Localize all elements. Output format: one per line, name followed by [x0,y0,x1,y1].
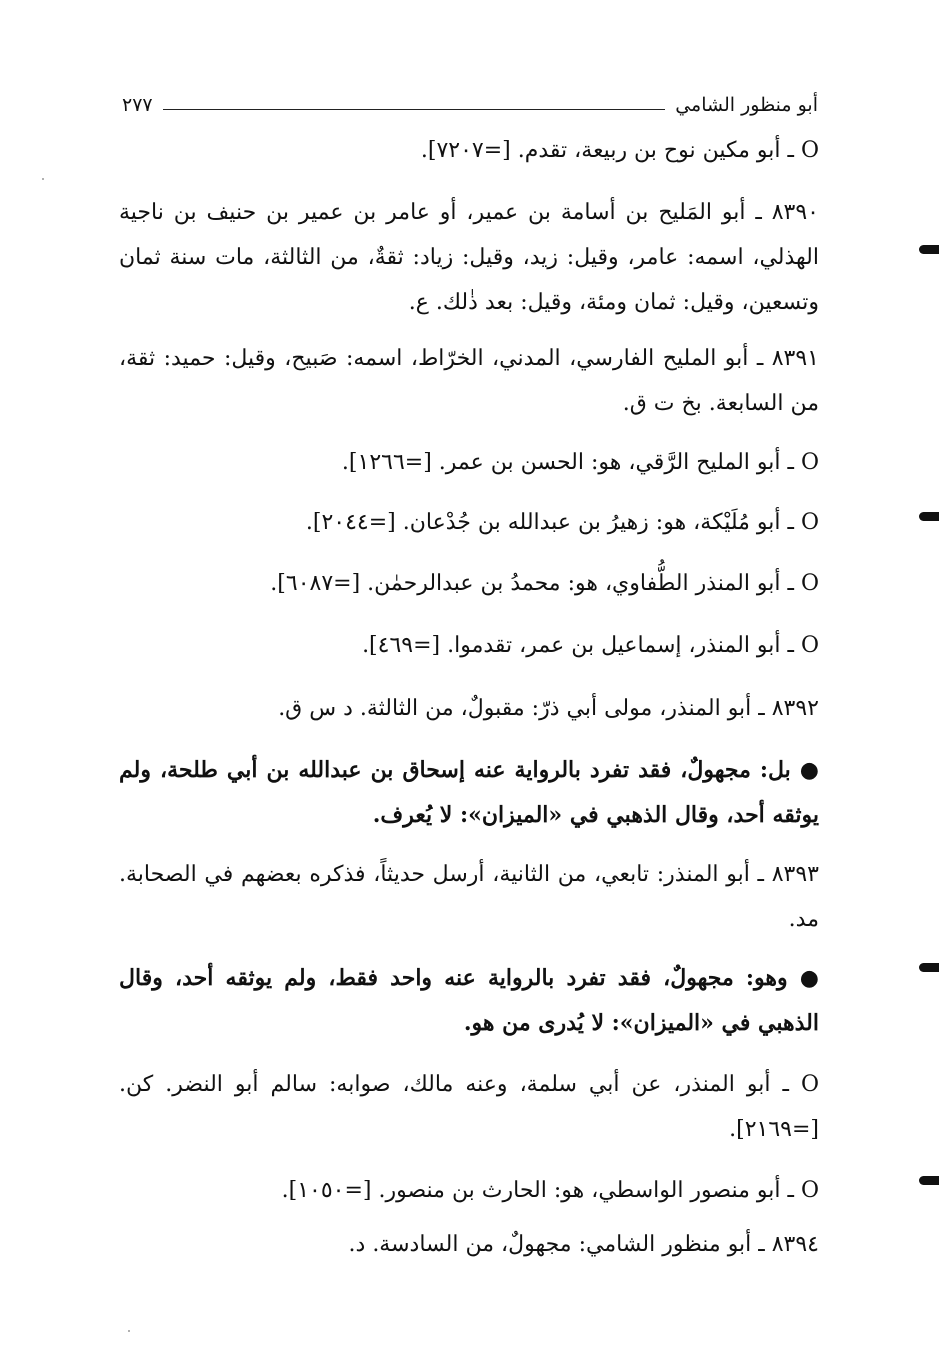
entry-cross-reference: O ـ أبو المليح الرَّقي، هو: الحسن بن عمر. [=١٢٦٦]. [341,450,819,475]
page-number: ٢٧٧ [122,94,153,116]
margin-tab-mark [919,1176,939,1185]
editor-comment: ● وهو: مجهولٌ، فقد تفرد بالرواية عنه واحد فقط، ولم يوثقه أحد، وقال الذهبي في «الميزان»: لا يُدرى من هو. [119,965,819,1036]
entry-cross-reference: O ـ أبو المنذر، عن أبي سلمة، وعنه مالك، صوابه: سالم أبو النضر. كن. [=٢١٦٩]. [119,1072,819,1142]
margin-tab-mark [919,512,939,521]
entry-cross-reference: O ـ أبو المنذر، إسماعيل بن عمر، تقدموا. [=٤٦٩]. [362,633,819,658]
entry-cross-reference: O ـ أبو مُلَيْكة، هو: زهيرُ بن عبدالله بن جُدْعان. [=٢٠٤٤]. [305,510,819,535]
running-title: أبو منظور الشامي [675,94,818,116]
header-rule [163,109,666,110]
entry-cross-reference: O ـ أبو مكين نوح بن ربيعة، تقدم. [=٧٢٠٧]. [420,138,819,163]
entry-cross-reference: O ـ أبو منصور الواسطي، هو: الحارث بن منصور. [=١٠٥٠]. [281,1178,819,1203]
editor-comment: ● بل: مجهولٌ، فقد تفرد بالرواية عنه إسحاق بن عبدالله بن أبي طلحة، ولم يوثقه أحد، وقال الذهبي في «الميزان»: لا يُعرف. [119,757,819,828]
margin-tab-mark [919,963,939,972]
page-header [122,88,818,122]
margin-tab-mark [919,245,939,254]
entry-8391: ٨٣٩١ ـ أبو المليح الفارسي، المدني، الخرّاط، اسمه: صَبيح، وقيل: حميد: ثقة، من السابعة. بخ ت ق. [119,346,819,416]
entry-8394: ٨٣٩٤ ـ أبو منظور الشامي: مجهولٌ، من السادسة. د. [348,1232,819,1257]
entry-cross-reference: O ـ أبو المنذر الطُّفاوي، هو: محمدُ بن عبدالرحمٰن. [=٦٠٨٧]. [270,571,819,596]
entry-8393: ٨٣٩٣ ـ أبو المنذر: تابعي، من الثانية، أرسل حديثاً، فذكره بعضهم في الصحابة. مد. [119,862,819,932]
entry-8390: ٨٣٩٠ ـ أبو المَليح بن أسامة بن عمير، أو عامر بن عمير بن حنيف بن ناجية الهذلي، اسمه: عامر، وقيل: زيد، وقيل: زياد: ثقةٌ، من الثالثة، مات سنة ثمان وتسعين، وقيل: ثمان ومئة، وقيل: بعد ذٰلك. ع. [119,200,819,315]
entry-8392: ٨٣٩٢ ـ أبو المنذر، مولى أبي ذرّ: مقبولٌ، من الثالثة. د س ق. [278,696,819,721]
scan-speck [128,1330,130,1332]
scan-speck [42,178,44,180]
